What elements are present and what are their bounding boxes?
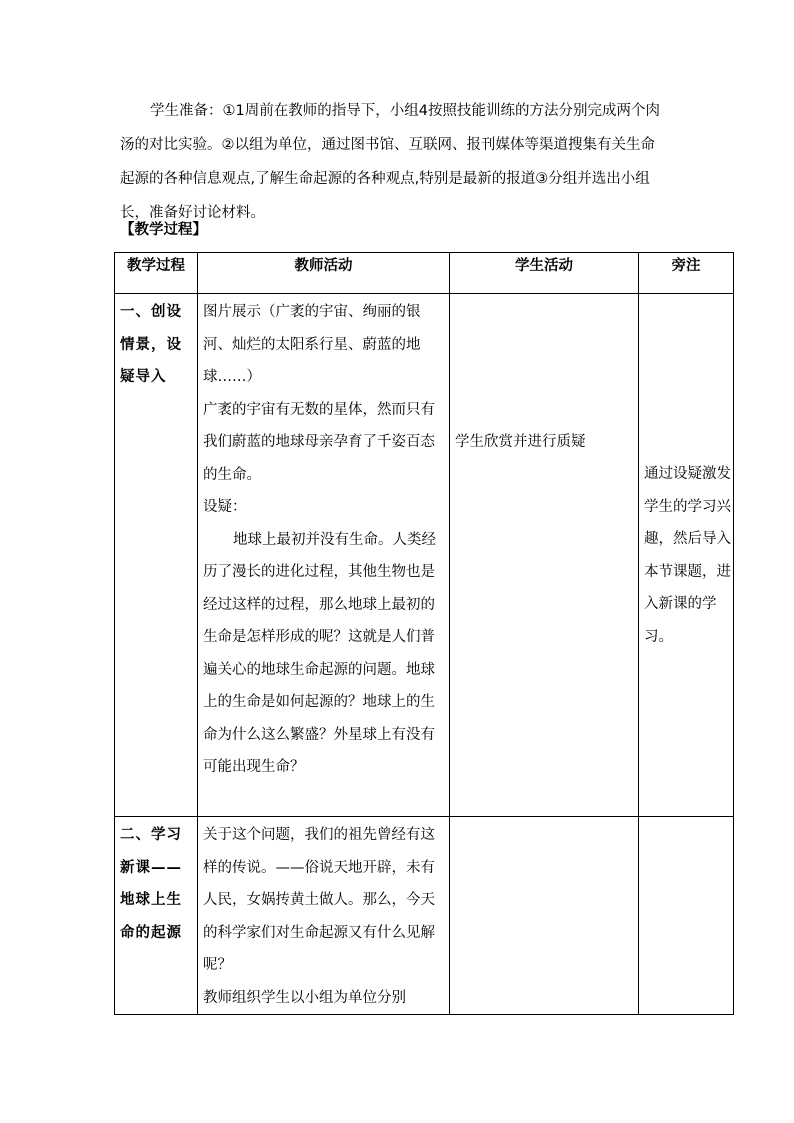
student-activity-text: 学生欣赏并进行质疑 (455, 434, 586, 450)
notes-text: 通过设疑激发学生的学习兴趣，然后导入本节课题，进入新课的学习。 (644, 466, 731, 645)
notes-cell (639, 817, 734, 1015)
lesson-plan-table (114, 252, 734, 1015)
teacher-paragraph: 图片展示（广袤的宇宙、绚丽的银河、灿烂的太阳系行星、蔚蓝的地球……） (203, 304, 421, 385)
student-preparation-paragraph: 学生准备：①1周前在教师的指导下，小组4按照技能训练的方法分别完成两个肉汤的对比实验。②以组为单位，通过图书馆、互联网、报刊媒体等渠道搜集有关生命起源的各种信息观点,了解生命起源的各种观点,特别是最新的报道③分组并选出小组长，准备好讨论材料。 (120, 103, 660, 221)
table-row (115, 817, 734, 1015)
teacher-paragraph: 设疑： (203, 499, 247, 515)
teacher-paragraph: 地球上最初并没有生命。人类经历了漫长的进化过程，其他生物也是经过这样的过程，那么地球上最初的生命是怎样形成的呢？这就是人们普遍关心的地球生命起源的问题。地球上的生命是如何起源的？地球上的生命为什么这么繁盛？外星球上有没有可能出现生命？ (203, 531, 436, 775)
header-teacher-activity: 教师活动 (198, 253, 450, 294)
table-row (115, 294, 734, 817)
teaching-process-heading: 【教学过程】 (120, 222, 207, 238)
student-activity-cell (450, 294, 639, 817)
student-activity-cell (450, 817, 639, 1015)
notes-cell (639, 294, 734, 817)
teacher-paragraph: 关于这个问题，我们的祖先曾经有这样的传说。——俗说天地开辟，未有人民，女娲抟黄土做人。那么，今天的科学家们对生命起源又有什么见解呢？ (203, 827, 435, 973)
stage-cell: 一、创设情景，设疑导入 (115, 294, 198, 817)
teacher-paragraph: 广袤的宇宙有无数的星体，然而只有我们蔚蓝的地球母亲孕育了千姿百态的生命。 (203, 401, 435, 483)
table-header-row (115, 253, 734, 294)
stage-cell: 二、学习新课——地球上生命的起源 (115, 817, 198, 1015)
teacher-activity-cell (198, 294, 450, 817)
header-teaching-process: 教学过程 (115, 253, 198, 294)
header-student-activity: 学生活动 (450, 253, 639, 294)
header-notes: 旁注 (639, 253, 734, 294)
teacher-paragraph: 教师组织学生以小组为单位分别 (203, 989, 406, 1006)
teacher-activity-cell (198, 817, 450, 1015)
